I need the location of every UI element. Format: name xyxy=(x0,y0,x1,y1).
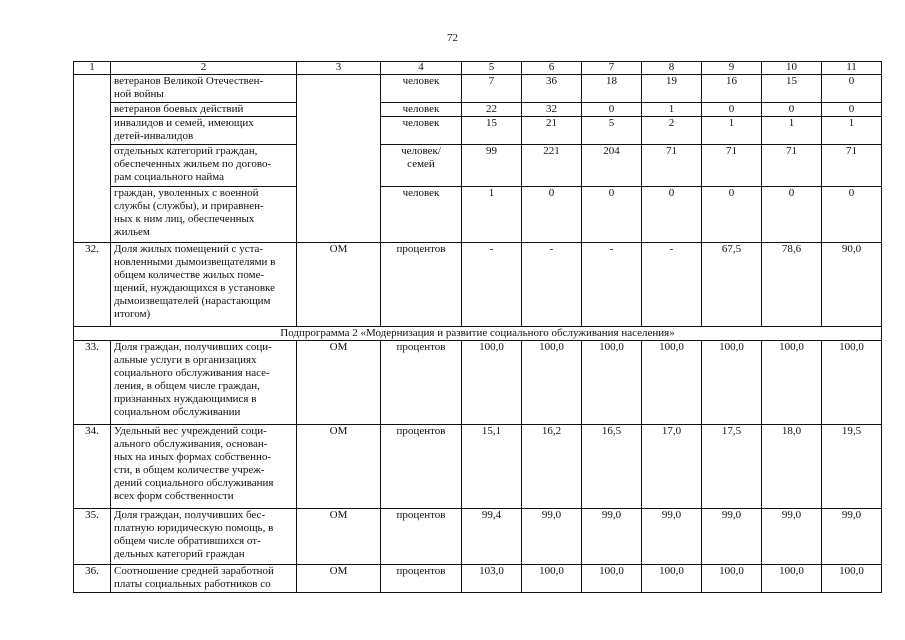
value-cell: 99,0 xyxy=(702,509,762,565)
indicator-name: Удельный вес учреждений соци- ального обслуживания, основан- ных на иных формах собственно- сти, в общем количестве учреж- дений социального обслуживания всех форм собственности xyxy=(111,425,297,509)
indicator-type: ОМ xyxy=(297,565,381,593)
value-cell: - xyxy=(582,243,642,327)
value-cell: 100,0 xyxy=(702,565,762,593)
value-cell: 100,0 xyxy=(582,341,642,425)
column-number: 11 xyxy=(822,62,882,75)
value-cell: 100,0 xyxy=(642,565,702,593)
value-cell: 100,0 xyxy=(762,341,822,425)
value-cell: 19 xyxy=(642,75,702,103)
unit-cell: человек xyxy=(381,75,462,103)
value-cell: 71 xyxy=(822,145,882,187)
column-number: 6 xyxy=(522,62,582,75)
value-cell: 0 xyxy=(702,103,762,117)
value-cell: 100,0 xyxy=(762,565,822,593)
value-cell: 90,0 xyxy=(822,243,882,327)
indicator-name: отдельных категорий граждан, обеспеченных жильем по догово- рам социального найма xyxy=(111,145,297,187)
value-cell: 100,0 xyxy=(702,341,762,425)
table-body xyxy=(74,62,882,593)
table-row xyxy=(74,341,882,425)
row-number: 35. xyxy=(74,509,111,565)
indicator-name: ветеранов Великой Отечествен- ной войны xyxy=(111,75,297,103)
subprogram-heading: Подпрограмма 2 «Модернизация и развитие социального обслуживания населения» xyxy=(74,327,882,341)
value-cell: 100,0 xyxy=(822,341,882,425)
row-number: 33. xyxy=(74,341,111,425)
column-number: 10 xyxy=(762,62,822,75)
value-cell: 17,5 xyxy=(702,425,762,509)
value-cell: 99,4 xyxy=(462,509,522,565)
value-cell: 17,0 xyxy=(642,425,702,509)
value-cell: 15,1 xyxy=(462,425,522,509)
value-cell: 1 xyxy=(642,103,702,117)
value-cell: 71 xyxy=(702,145,762,187)
unit-cell: человек xyxy=(381,117,462,145)
indicator-name: Доля граждан, получивших соци- альные услуги в организациях социального обслуживания насе- ления, в общем числе граждан, признанных нуждающимися в социальном обслуживании xyxy=(111,341,297,425)
value-cell: 1 xyxy=(702,117,762,145)
value-cell: 16,2 xyxy=(522,425,582,509)
column-number: 1 xyxy=(74,62,111,75)
value-cell: 2 xyxy=(642,117,702,145)
value-cell: - xyxy=(462,243,522,327)
indicator-type xyxy=(297,75,381,243)
subprogram-row xyxy=(74,327,882,341)
table-row xyxy=(74,117,882,145)
table-row xyxy=(74,187,882,243)
table-row xyxy=(74,565,882,593)
value-cell: - xyxy=(522,243,582,327)
value-cell: 0 xyxy=(582,103,642,117)
indicator-name: Доля граждан, получивших бес- платную юридическую помощь, в общем числе обратившихся от- дельных категорий граждан xyxy=(111,509,297,565)
unit-cell: процентов xyxy=(381,425,462,509)
value-cell: 18,0 xyxy=(762,425,822,509)
value-cell: 36 xyxy=(522,75,582,103)
value-cell: 16,5 xyxy=(582,425,642,509)
unit-cell: процентов xyxy=(381,509,462,565)
value-cell: 0 xyxy=(822,75,882,103)
value-cell: 16 xyxy=(702,75,762,103)
row-number: 34. xyxy=(74,425,111,509)
value-cell: 99,0 xyxy=(762,509,822,565)
value-cell: 71 xyxy=(762,145,822,187)
indicator-name: инвалидов и семей, имеющих детей-инвалидов xyxy=(111,117,297,145)
indicator-name: ветеранов боевых действий xyxy=(111,103,297,117)
value-cell: 0 xyxy=(642,187,702,243)
value-cell: 19,5 xyxy=(822,425,882,509)
column-number: 2 xyxy=(111,62,297,75)
indicator-type: ОМ xyxy=(297,425,381,509)
table-row xyxy=(74,425,882,509)
value-cell: 100,0 xyxy=(522,341,582,425)
value-cell: 99,0 xyxy=(522,509,582,565)
indicator-name: Соотношение средней заработной платы социальных работников со xyxy=(111,565,297,593)
unit-cell: человек xyxy=(381,187,462,243)
row-number: 32. xyxy=(74,243,111,327)
unit-cell: человек xyxy=(381,103,462,117)
value-cell: 99,0 xyxy=(642,509,702,565)
column-number: 5 xyxy=(462,62,522,75)
indicator-name: Доля жилых помещений с уста- новленными дымоизвещателями в общем количестве жилых поме- щений, нуждающихся в установке дымоизвещателей (нарастающим итогом) xyxy=(111,243,297,327)
value-cell: 100,0 xyxy=(462,341,522,425)
row-number: 36. xyxy=(74,565,111,593)
value-cell: 103,0 xyxy=(462,565,522,593)
value-cell: 1 xyxy=(822,117,882,145)
header-row xyxy=(74,62,882,75)
page-number: 72 xyxy=(447,32,458,44)
value-cell: 18 xyxy=(582,75,642,103)
value-cell: 99 xyxy=(462,145,522,187)
value-cell: 21 xyxy=(522,117,582,145)
value-cell: 32 xyxy=(522,103,582,117)
value-cell: 0 xyxy=(582,187,642,243)
table-row xyxy=(74,145,882,187)
value-cell: 0 xyxy=(822,103,882,117)
value-cell: 5 xyxy=(582,117,642,145)
value-cell: 100,0 xyxy=(822,565,882,593)
value-cell: 71 xyxy=(642,145,702,187)
value-cell: 100,0 xyxy=(522,565,582,593)
value-cell: 0 xyxy=(762,103,822,117)
table-row xyxy=(74,509,882,565)
column-number: 9 xyxy=(702,62,762,75)
indicator-type: ОМ xyxy=(297,243,381,327)
value-cell: 0 xyxy=(702,187,762,243)
column-number: 3 xyxy=(297,62,381,75)
column-number: 7 xyxy=(582,62,642,75)
value-cell: 100,0 xyxy=(642,341,702,425)
value-cell: 1 xyxy=(462,187,522,243)
value-cell: 78,6 xyxy=(762,243,822,327)
value-cell: 22 xyxy=(462,103,522,117)
value-cell: 100,0 xyxy=(582,565,642,593)
unit-cell: процентов xyxy=(381,243,462,327)
indicators-table xyxy=(73,61,882,593)
table-row xyxy=(74,103,882,117)
value-cell: 221 xyxy=(522,145,582,187)
value-cell: 1 xyxy=(762,117,822,145)
value-cell: 15 xyxy=(762,75,822,103)
value-cell: 15 xyxy=(462,117,522,145)
value-cell: 99,0 xyxy=(822,509,882,565)
table-row xyxy=(74,75,882,103)
value-cell: 204 xyxy=(582,145,642,187)
value-cell: 0 xyxy=(522,187,582,243)
column-number: 4 xyxy=(381,62,462,75)
value-cell: 0 xyxy=(822,187,882,243)
indicator-type: ОМ xyxy=(297,341,381,425)
value-cell: 0 xyxy=(762,187,822,243)
row-number-cell xyxy=(74,75,111,243)
table-row xyxy=(74,243,882,327)
unit-cell: процентов xyxy=(381,565,462,593)
value-cell: - xyxy=(642,243,702,327)
value-cell: 99,0 xyxy=(582,509,642,565)
unit-cell: процентов xyxy=(381,341,462,425)
value-cell: 7 xyxy=(462,75,522,103)
column-number: 8 xyxy=(642,62,702,75)
value-cell: 67,5 xyxy=(702,243,762,327)
indicator-name: граждан, уволенных с военной службы (службы), и приравнен- ных к ним лиц, обеспеченных жильем xyxy=(111,187,297,243)
indicator-type: ОМ xyxy=(297,509,381,565)
unit-cell: человек/ семей xyxy=(381,145,462,187)
